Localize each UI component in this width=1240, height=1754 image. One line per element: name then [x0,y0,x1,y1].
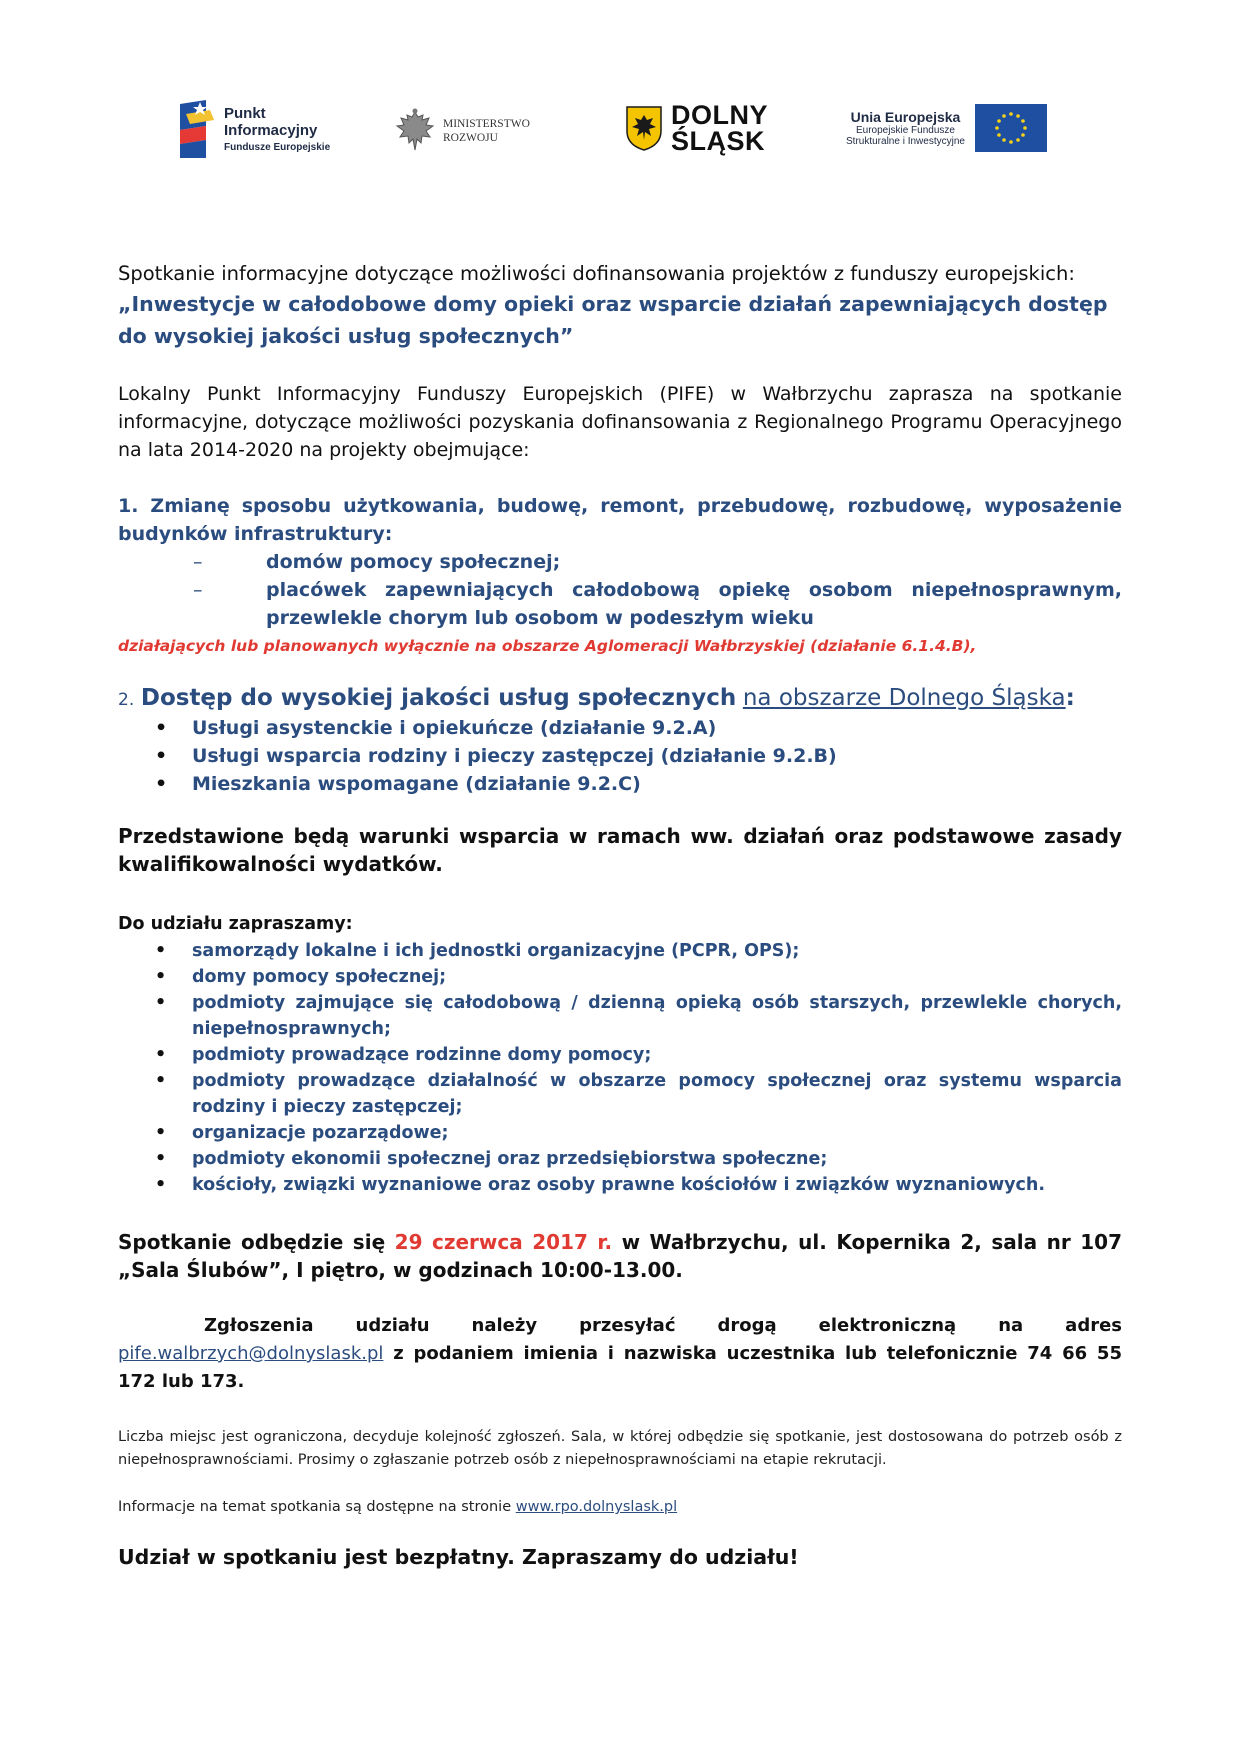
bullet-icon: • [155,967,167,987]
eu-logo-line2: Europejskie Fundusze [856,125,955,136]
section1-list [118,548,1122,632]
list-item [118,1172,1122,1198]
eagle-emblem-icon [395,108,435,154]
list-item [118,1120,1122,1146]
meeting-date: 29 czerwca 2017 r. [394,1230,613,1254]
list-item-text: placówek zapewniających całodobową opiekę osobom niepełnosprawnym, przewlekle chorym lub osobom w podeszłym wieku [266,579,1122,629]
section2-area: na obszarze Dolnego Śląska [742,685,1066,711]
bullet-icon: • [155,745,168,767]
bullet-icon: • [155,993,167,1013]
list-item [118,1068,1122,1120]
pife-logo-line1: Punkt [224,105,266,122]
list-item-text: podmioty prowadzące rodzinne domy pomocy; [192,1045,652,1065]
section2-title: Dostęp do wysokiej jakości usług społecznych [140,685,737,711]
list-item-text: kościoły, związki wyznaniowe oraz osoby prawne kościołów i związków wyznaniowych. [192,1175,1046,1195]
dolny-slask-line1: DOLNY [671,100,768,130]
list-item-text: domów pomocy społecznej; [266,551,561,573]
bullet-icon: • [155,773,168,795]
list-item-text: samorządy lokalne i ich jednostki organizacyjne (PCPR, OPS); [192,941,800,961]
bullet-icon: • [155,1045,167,1065]
document-body [118,260,1122,1571]
dolny-slask-logo [625,102,768,155]
list-item-text: domy pomocy społecznej; [192,967,447,987]
event-title: „Inwestycje w całodobowe domy opieki oraz wsparcie działań zapewniających dostęp do wysokiej jakości usług społecznych” [118,292,1108,348]
section2-heading [118,684,1122,714]
info-paragraph [118,1496,1122,1519]
meeting-details [118,1228,1122,1284]
section2-colon: : [1065,685,1075,711]
logo-strip [0,90,1240,180]
list-item [118,964,1122,990]
bullet-icon: • [155,1175,167,1195]
meeting-before: Spotkanie odbędzie się [118,1230,386,1254]
closing-line: Udział w spotkaniu jest bezpłatny. Zapraszamy do udziału! [118,1545,799,1569]
pife-logo [180,100,330,158]
pife-flag-icon [180,100,216,158]
invite-list [118,938,1122,1198]
intro-line: Spotkanie informacyjne dotyczące możliwości dofinansowania projektów z funduszy europejskich: [118,262,1075,285]
list-item [118,770,1122,798]
list-item-text: podmioty ekonomii społecznej oraz przedsiębiorstwa społeczne; [192,1149,828,1169]
list-item [118,938,1122,964]
section2-list [118,714,1122,798]
list-item-text: podmioty zajmujące się całodobową / dzienną opieką osób starszych, przewlekle chorych, niepełnosprawnych; [192,993,1122,1039]
list-item [118,742,1122,770]
registration-text2: z podaniem imienia i nazwiska uczestnika lub telefonicznie 74 66 55 172 lub 173. [118,1343,1122,1392]
lead-paragraph: Lokalny Punkt Informacyjny Funduszy Europejskich (PIFE) w Wałbrzychu zaprasza na spotkanie informacyjne, dotyczące możliwości pozyskania dofinansowania z Regionalnego Programu Operacyjnego na lata 2014-2020 na projekty obejmujące: [118,383,1122,461]
section1-heading: 1. Zmianę sposobu użytkowania, budowę, remont, przebudowę, rozbudowę, wyposażenie budynków infrastruktury: [118,495,1122,545]
registration-text: Zgłoszenia udziału należy przesyłać drogą elektroniczną na adres [204,1315,1122,1336]
eu-flag-icon [975,104,1047,152]
email-link[interactable]: pife.walbrzych@dolnyslask.pl [118,1343,384,1364]
presentation-paragraph: Przedstawione będą warunki wsparcia w ramach ww. działań oraz podstawowe zasady kwalifikowalności wydatków. [118,824,1122,876]
dash-marker: – [193,551,203,573]
notice-paragraph: Liczba miejsc jest ograniczona, decyduje kolejność zgłoszeń. Sala, w której odbędzie się spotkanie, jest dostosowana do potrzeb osób z niepełnosprawnościami. Prosimy o zgłaszanie potrzeb osób z niepełnosprawnościami na etapie rekrutacji. [118,1429,1122,1468]
registration-paragraph [118,1312,1122,1396]
list-item [118,1146,1122,1172]
list-item-text: Usługi wsparcia rodziny i pieczy zastępczej (działanie 9.2.B) [192,745,837,767]
eu-logo-line1: Unia Europejska [850,109,961,125]
eu-logo-line3: Strukturalne i Inwestycyjne [846,136,965,147]
website-link[interactable]: www.rpo.dolnyslask.pl [515,1499,678,1515]
list-item-text: Mieszkania wspomagane (działanie 9.2.C) [192,773,641,795]
list-item [118,548,1122,576]
ministry-logo-line2: ROZWOJU [443,132,498,144]
pife-logo-line2: Informacyjny [224,122,318,140]
bullet-icon: • [155,1123,167,1143]
dolny-slask-line2: ŚLĄSK [671,126,766,157]
bullet-icon: • [155,1149,167,1169]
eu-logo [846,104,1047,152]
dash-marker: – [193,579,203,601]
pife-logo-line3: Fundusze Europejskie [224,141,331,153]
ministry-logo-line1: MINISTERSTWO [443,117,530,130]
meeting-after: w Wałbrzychu, ul. Kopernika 2, sala nr 107 „Sala Ślubów”, I piętro, w godzinach 10:00-13.00. [118,1230,1122,1282]
list-item [118,576,1122,632]
bullet-icon: • [155,717,168,739]
list-item-text: Usługi asystenckie i opiekuńcze (działanie 9.2.A) [192,717,717,739]
ministry-logo [395,108,530,154]
list-item [118,990,1122,1042]
list-item [118,1042,1122,1068]
bullet-icon: • [155,1071,167,1091]
section1-note: działających lub planowanych wyłącznie na obszarze Aglomeracji Wałbrzyskiej (działanie 6.1.4.B), [118,637,977,655]
info-text: Informacje na temat spotkania są dostępne na stronie [118,1499,512,1515]
list-item-text: organizacje pozarządowe; [192,1123,449,1143]
invite-heading: Do udziału zapraszamy: [118,914,353,934]
list-item-text: podmioty prowadzące działalność w obszarze pomocy społecznej oraz systemu wsparcia rodziny i pieczy zastępczej; [192,1071,1122,1117]
eagle-shield-icon [625,105,663,151]
list-item [118,714,1122,742]
section2-number: 2. [118,690,135,710]
bullet-icon: • [155,941,167,961]
